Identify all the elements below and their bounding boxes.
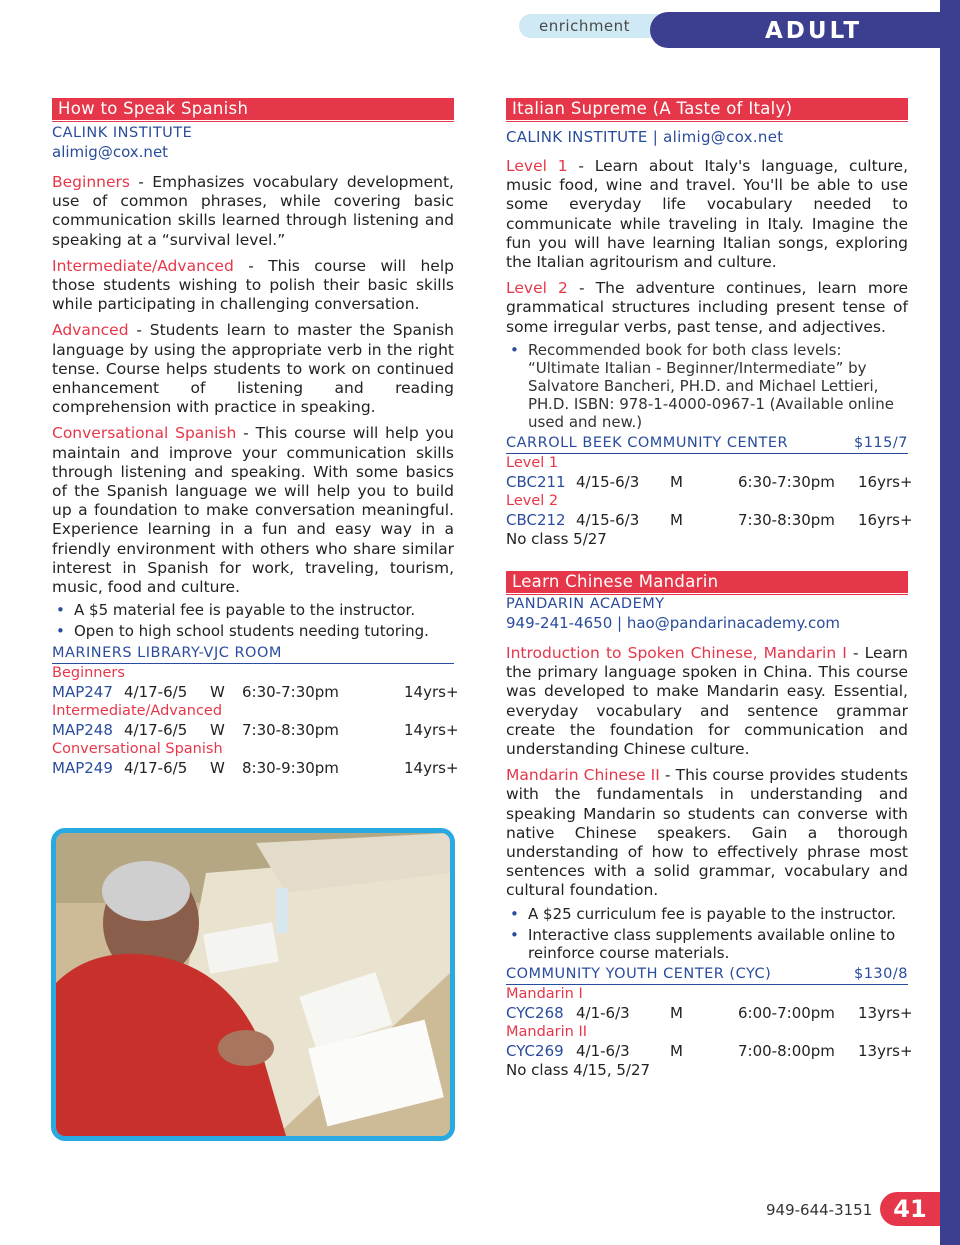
- level-text: - Learn about Italy's language, culture, music food, wine and travel. You'll be able to use some everyday life vocabulary needed to communicate while traveling in Italy. Imagine the fun you will have learning Italian songs, exploring the Italian agritourism and culture.: [506, 157, 908, 272]
- bullet-item: • Recommended book for both class levels: “Ultimate Italian - Beginner/Intermediate” by Salvatore Bancheri, PH.D. and Michael Lettieri, PH.D. ISBN: 978-1-4000-0967-1 (Available online used and new.): [510, 340, 894, 431]
- spanish-org: CALINK INSTITUTE: [52, 125, 193, 141]
- bullet-icon: •: [56, 601, 65, 620]
- chinese-org: PANDARIN ACADEMY: [506, 596, 665, 612]
- schedule-label: Intermediate/Advanced: [52, 703, 223, 720]
- chinese-title: Learn Chinese Mandarin: [506, 571, 908, 593]
- course-day: M: [670, 472, 683, 491]
- schedule-row: [506, 510, 913, 530]
- schedule-label: Mandarin II: [506, 1023, 588, 1040]
- course-age: 14yrs+: [404, 683, 459, 702]
- schedule-label: Mandarin I: [506, 985, 583, 1002]
- spanish-intermediate-desc: [52, 257, 454, 315]
- course-dates: 4/1-6/3: [576, 1003, 630, 1022]
- level-label: Conversational Spanish: [52, 424, 237, 443]
- course-day: W: [210, 721, 225, 740]
- schedule-row: [52, 683, 459, 702]
- course-dates: 4/17-6/5: [124, 759, 188, 778]
- course-code[interactable]: MAP248: [52, 721, 113, 740]
- course-time: 7:30-8:30pm: [242, 721, 339, 740]
- schedule-row: [506, 1003, 913, 1023]
- course-code[interactable]: MAP247: [52, 683, 113, 702]
- course-code[interactable]: CBC211: [506, 472, 566, 491]
- schedule-note: No class 4/15, 5/27: [506, 1060, 651, 1079]
- chinese-contact[interactable]: 949-241-4650 | hao@pandarinacademy.com: [506, 614, 841, 632]
- italian-level1-desc: [506, 157, 908, 272]
- schedule-note: No class 5/27: [506, 529, 607, 548]
- course-code[interactable]: CYC269: [506, 1041, 564, 1060]
- italian-org: CALINK INSTITUTE | alimig@cox.net: [506, 128, 784, 146]
- level-label: Beginners: [52, 173, 130, 191]
- level-text: - This course provides students with the fundamentals in understanding and speaking Mandarin so students can converse with native Chinese speakers. Gain a thorough understanding of how to effectively phrase most sentences with a solid grammar, vocabulary and cultural foundation.: [506, 766, 908, 900]
- course-day: W: [210, 683, 225, 702]
- level-text: - Emphasizes vocabulary development, use of common phrases, while covering basic communication skills learned through listening and speaking at a “survival level.”: [52, 173, 454, 249]
- course-price: $115/7: [853, 434, 908, 451]
- level-text: - This course will help those students wishing to polish their basic skills while participating in challenging conversation.: [52, 256, 454, 314]
- spanish-advanced-desc: [52, 321, 454, 417]
- spanish-location: MARINERS LIBRARY-VJC ROOM: [52, 644, 454, 664]
- level-label: Level 1: [506, 157, 568, 175]
- course-dates: 4/17-6/5: [124, 683, 188, 702]
- bullet-icon: •: [56, 622, 65, 641]
- course-dates: 4/15-6/3: [576, 472, 640, 491]
- schedule-row: [52, 721, 459, 740]
- level-label: Level 2: [506, 279, 568, 298]
- category-pill: enrichment: [519, 14, 689, 38]
- italian-section: [506, 98, 913, 549]
- schedule-row: [52, 759, 459, 778]
- course-day: W: [210, 759, 225, 778]
- spanish-email[interactable]: alimig@cox.net: [52, 143, 169, 161]
- course-dates: 4/1-6/3: [576, 1041, 630, 1060]
- course-time: 7:30-8:30pm: [738, 510, 835, 529]
- classroom-photo: [51, 828, 455, 1141]
- course-dates: 4/15-6/3: [576, 510, 640, 529]
- divider: [52, 121, 454, 122]
- divider: [506, 121, 908, 122]
- course-day: M: [670, 1041, 683, 1060]
- course-time: 7:00-8:00pm: [738, 1041, 835, 1060]
- spanish-title: How to Speak Spanish: [52, 98, 454, 120]
- course-day: M: [670, 510, 683, 529]
- level-text: - This course will help you maintain and improve your communication skills through listening and speaking. With some basics of the Spanish language we will help you to build up a foundation to make conversation meaningful. Experience learning in a fun and easy way in a friendly environment with others who share similar interest in Spanish for work, traveling, tourism, music, food and culture.: [52, 424, 454, 597]
- level-label: Advanced: [52, 321, 129, 340]
- level-text: - Students learn to master the Spanish language by using the appropriate verb in the right tense. Course helps students to work on continued enhancement of listening and reading comprehension with practice in speaking.: [52, 321, 454, 417]
- schedule-row: [506, 1041, 913, 1061]
- side-strip: [940, 0, 960, 1245]
- bullet-item: • A $25 curriculum fee is payable to the instructor.: [510, 904, 897, 923]
- course-age: 16yrs+: [858, 472, 913, 491]
- section-title: ADULT: [765, 18, 863, 44]
- bullet-icon: •: [510, 925, 519, 944]
- chinese-location: COMMUNITY YOUTH CENTER (CYC) $130/8: [506, 965, 908, 985]
- italian-title: Italian Supreme (A Taste of Italy): [506, 98, 908, 120]
- bullet-icon: •: [510, 904, 519, 923]
- course-dates: 4/17-6/5: [124, 721, 188, 740]
- course-time: 8:30-9:30pm: [242, 759, 339, 778]
- level-text: - Learn the primary language spoken in China. This course was developed to make Mandarin easy. Essential, everyday vocabulary and sentence grammar create the foundation for communication and understanding Chinese culture.: [506, 644, 908, 759]
- schedule-label: Level 1: [506, 454, 559, 471]
- spanish-section: [52, 98, 459, 778]
- course-day: M: [670, 1003, 683, 1022]
- level-label: Mandarin Chinese II: [506, 766, 660, 785]
- italian-location: CARROLL BEEK COMMUNITY CENTER $115/7: [506, 434, 908, 454]
- classroom-photo-illustration: [56, 833, 450, 1136]
- chinese-m2-desc: [506, 766, 908, 900]
- course-time: 6:30-7:30pm: [242, 683, 339, 702]
- course-age: 14yrs+: [404, 721, 459, 740]
- italian-level2-desc: [506, 279, 908, 337]
- spanish-conversational-desc: [52, 424, 454, 597]
- course-age: 13yrs+: [858, 1041, 913, 1060]
- page-number: 41: [880, 1192, 940, 1226]
- level-label: Introduction to Spoken Chinese, Mandarin I: [506, 644, 847, 662]
- course-code[interactable]: CBC212: [506, 510, 566, 529]
- footer-phone: 949-644-3151: [766, 1201, 873, 1219]
- course-code[interactable]: MAP249: [52, 759, 113, 778]
- schedule-label: Conversational Spanish: [52, 741, 223, 758]
- bullet-item: • Open to high school students needing tutoring.: [56, 622, 429, 641]
- bullet-item: • A $5 material fee is payable to the instructor.: [56, 601, 416, 620]
- level-text: - The adventure continues, learn more grammatical structures including present tense of some irregular verbs, past tense, and adjectives.: [506, 279, 909, 336]
- level-label: Intermediate/Advanced: [52, 256, 234, 275]
- course-time: 6:00-7:00pm: [738, 1003, 835, 1022]
- course-age: 14yrs+: [404, 759, 459, 778]
- bullet-icon: •: [510, 340, 519, 359]
- course-age: 13yrs+: [858, 1003, 913, 1022]
- course-code[interactable]: CYC268: [506, 1003, 564, 1022]
- schedule-label: Level 2: [506, 492, 559, 509]
- spanish-beginners-desc: [52, 173, 454, 250]
- chinese-section: [506, 571, 913, 1080]
- course-age: 16yrs+: [858, 510, 913, 529]
- course-price: $130/8: [853, 965, 908, 982]
- bullet-item: • Interactive class supplements available online to reinforce course materials.: [510, 925, 896, 962]
- chinese-intro-desc: [506, 644, 908, 759]
- schedule-label: Beginners: [52, 665, 125, 682]
- schedule-row: [506, 472, 913, 492]
- course-time: 6:30-7:30pm: [738, 472, 835, 491]
